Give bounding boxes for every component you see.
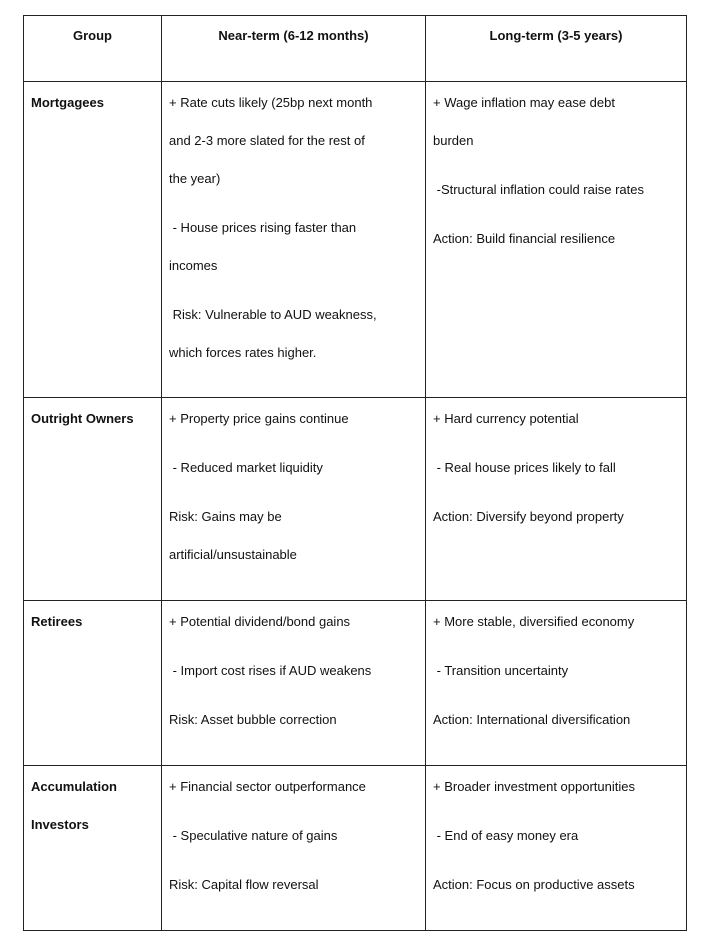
header-long-term: Long-term (3-5 years) [426,16,687,82]
table-row [24,601,687,766]
near-term-cell [162,766,426,931]
near-term-positive: + Property price gains continue [169,411,349,426]
group-label: Accumulation [31,779,117,794]
header-group: Group [24,16,162,82]
long-term-negative: -Structural inflation could raise rates [433,182,644,197]
table-row [24,398,687,601]
header-near-term: Near-term (6-12 months) [162,16,426,82]
long-term-positive: + More stable, diversified economy [433,614,635,629]
long-term-negative: - End of easy money era [433,828,579,843]
long-term-action: Action: Build financial resilience [433,231,616,246]
near-term-positive: + Rate cuts likely (25bp next month and 2-3 more slated for the rest of the year) [169,95,373,186]
long-term-positive: + Broader investment opportunities [433,779,635,794]
group-label: Outright Owners [31,411,134,426]
long-term-action: Action: Diversify beyond property [433,509,624,524]
long-term-action: Action: Focus on productive assets [433,877,635,892]
table-row [24,82,687,398]
long-term-cell [426,398,687,601]
long-term-positive: + Hard currency potential [433,411,579,426]
near-term-cell [162,601,426,766]
long-term-negative: - Transition uncertainty [433,663,569,678]
group-cell [24,766,162,931]
near-term-negative: - House prices rising faster than incomes [169,220,357,273]
near-term-positive: + Financial sector outperformance [169,779,366,794]
long-term-positive: + Wage inflation may ease debt burden [433,95,615,148]
near-term-cell [162,398,426,601]
near-term-negative: - Import cost rises if AUD weakens [169,663,372,678]
header-row [24,16,687,82]
table-row [24,766,687,931]
long-term-cell [426,82,687,398]
outlook-table [23,15,687,931]
long-term-cell [426,766,687,931]
near-term-negative: - Speculative nature of gains [169,828,338,843]
group-label: Retirees [31,614,83,629]
near-term-negative: - Reduced market liquidity [169,460,323,475]
long-term-action: Action: International diversification [433,712,631,727]
near-term-risk: Risk: Asset bubble correction [169,712,337,727]
near-term-risk: Risk: Gains may be artificial/unsustainable [169,509,297,562]
group-cell [24,398,162,601]
near-term-cell [162,82,426,398]
group-label-line-2: Investors [31,817,89,832]
near-term-risk: Risk: Vulnerable to AUD weakness, which forces rates higher. [169,307,377,360]
near-term-positive: + Potential dividend/bond gains [169,614,351,629]
long-term-negative: - Real house prices likely to fall [433,460,616,475]
near-term-risk: Risk: Capital flow reversal [169,877,319,892]
group-label: Mortgagees [31,95,104,110]
group-cell [24,82,162,398]
group-cell [24,601,162,766]
long-term-cell [426,601,687,766]
